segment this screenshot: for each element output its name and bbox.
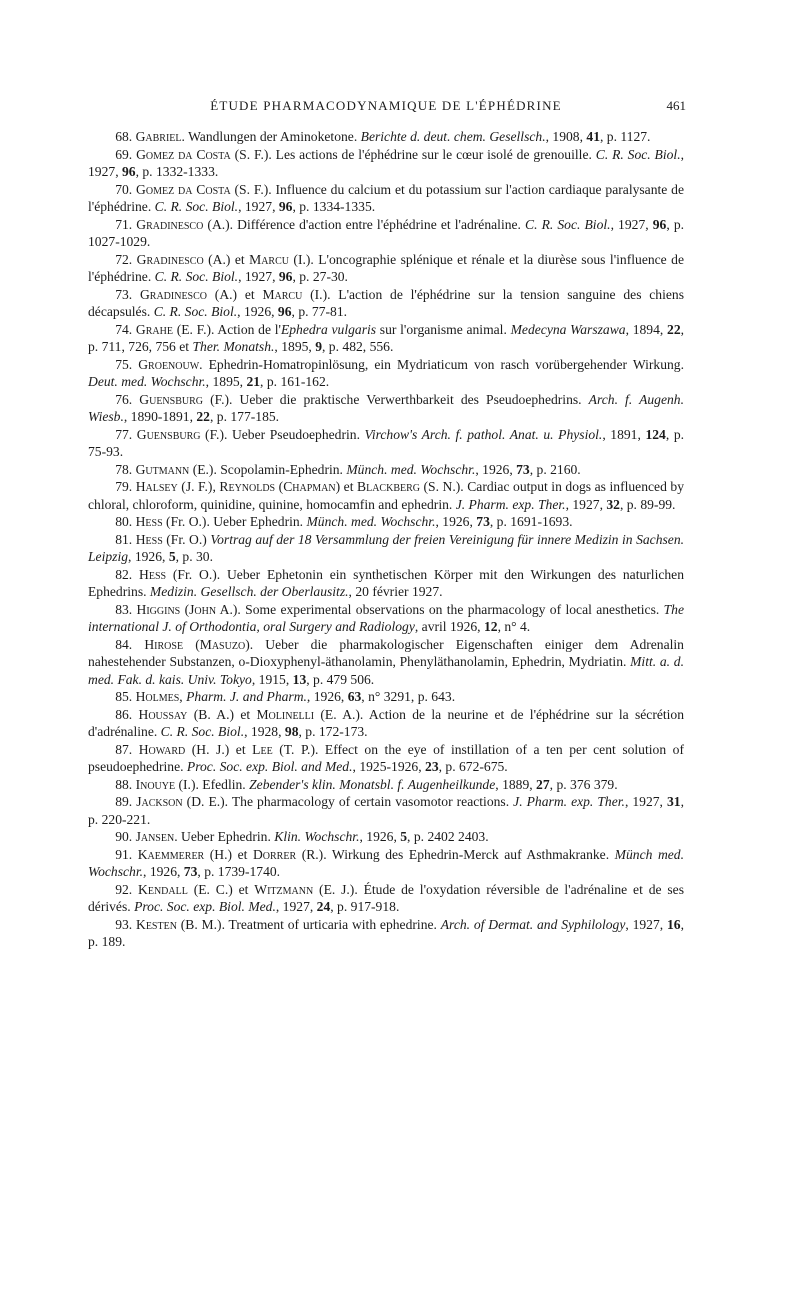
reference-text: , 1927,: [610, 216, 653, 232]
reference-number: 79.: [115, 479, 136, 494]
reference-text: (E. F.). Action de l': [172, 321, 281, 337]
reference-number: 82.: [115, 566, 140, 582]
reference-text: 98: [284, 724, 299, 739]
reference-text: Gradinesco: [139, 286, 208, 302]
reference-text: , 1908,: [545, 129, 587, 144]
reference-text: (I.). L'action de l'éphédrine sur la tension sanguine des chiens décapsulés.: [88, 286, 685, 319]
reference-text: Kendall: [138, 881, 188, 897]
reference-text: , 1915,: [251, 671, 293, 687]
reference-entry: [88, 828, 684, 846]
reference-text: , 1926,: [237, 304, 278, 319]
reference-text: (S. F.). Les actions de l'éphédrine sur le cœur isolé de grenouille.: [230, 146, 596, 162]
reference-text: 13: [292, 671, 307, 687]
reference-text: Münch. med. Wochschr.: [346, 461, 476, 477]
reference-text: (A.) et: [203, 251, 250, 267]
reference-text: , p. 1691-1693.: [489, 514, 573, 529]
reference-number: 85.: [115, 689, 136, 704]
reference-text: Proc. Soc. exp. Biol. Med.: [134, 899, 276, 914]
reference-text: , p. 1127.: [599, 129, 651, 144]
reference-entry: [88, 688, 684, 706]
reference-text: (B. M.). Treatment of urticaria with ephedrine.: [176, 916, 441, 932]
reference-entry: [88, 601, 684, 636]
reference-entry: [88, 216, 684, 251]
reference-text: (: [180, 601, 190, 617]
reference-entry: [88, 566, 684, 601]
reference-text: ,: [179, 689, 187, 704]
reference-text: , 1890-1891,: [123, 409, 197, 424]
reference-text: ). Ueber die pharmakologischer Eigenschaften einiger dem Adrenalin nahestehender Substanzen, o-Dioxyphenyl-äthanolamin, Phenyläthanolamin, Ephedrin, Mydriatin.: [88, 636, 684, 669]
reference-text: (J. F.),: [177, 479, 220, 494]
reference-number: 72.: [115, 251, 137, 267]
reference-text: Gabriel: [135, 129, 182, 144]
reference-number: 87.: [115, 741, 139, 757]
reference-text: . Ephedrin-Homatropinlösung, ein Mydriaticum von rasch vorübergehender Wirkung.: [199, 356, 684, 372]
reference-text: Proc. Soc. exp. Biol. and Med.: [186, 759, 353, 774]
reference-entry: [88, 181, 684, 216]
reference-text: , 1926,: [359, 829, 401, 844]
reference-entry: [88, 793, 684, 828]
reference-number: 78.: [115, 461, 136, 477]
reference-text: (T. P.). Effect on the eye of instillation of a ten per cent solution of pseudoephedrine.: [88, 741, 684, 774]
reference-text: Groenouw: [138, 356, 200, 372]
reference-text: Münch med. Wochschr.: [88, 846, 684, 879]
reference-text: John: [189, 601, 217, 617]
reference-text: Chapman: [283, 479, 336, 494]
reference-text: Houssay: [138, 706, 188, 722]
reference-text: , p. 161-162.: [260, 374, 330, 389]
reference-text: 24: [316, 899, 331, 914]
reference-text: , 1889,: [495, 776, 537, 792]
reference-text: Guensburg: [136, 426, 201, 442]
reference-text: Lee: [252, 741, 273, 757]
reference-number: 90.: [115, 829, 136, 844]
reference-text: , p. 672-675.: [438, 759, 508, 774]
reference-text: Medizin. Gesellsch. der Oberlausitz.: [149, 584, 349, 599]
reference-text: Berichte d. deut. chem. Gesellsch.: [360, 129, 546, 144]
reference-entry: [88, 636, 684, 689]
reference-text: , 1894,: [625, 321, 668, 337]
reference-text: . Ueber Ephedrin.: [174, 829, 275, 844]
reference-text: Holmes: [135, 689, 180, 704]
reference-text: , p. 172-173.: [298, 724, 368, 739]
reference-text: , 1927,: [238, 199, 279, 214]
reference-text: (S. N.). Cardiac output in dogs as influenced by chloral, chloroform, quinidine, quinine, homocamfin and ephedrin.: [88, 479, 684, 512]
running-header: [88, 98, 684, 120]
reference-text: Witzmann: [254, 881, 314, 897]
reference-text: Molinelli: [256, 706, 315, 722]
reference-text: , 1926,: [306, 689, 348, 704]
reference-text: , 1927,: [275, 899, 317, 914]
reference-entry: [88, 706, 684, 741]
reference-text: , p. 1027-1029.: [88, 216, 685, 249]
reference-text: Ther. Monatsh.: [192, 339, 275, 354]
reference-text: Zebender's klin. Monatsbl. f. Augenheilkunde: [249, 776, 496, 792]
reference-text: Kesten: [136, 916, 177, 932]
reference-text: 73: [516, 461, 530, 477]
reference-text: Marcu: [262, 286, 303, 302]
reference-text: 73: [476, 514, 490, 529]
reference-text: 73: [183, 864, 198, 879]
reference-number: 84.: [115, 636, 145, 652]
reference-entry: [88, 461, 684, 479]
reference-text: The international J. of Orthodontia, oral Surgery and Radiology: [88, 601, 684, 634]
reference-number: 69.: [115, 146, 137, 162]
reference-text: (Fr. O.). Ueber Ephetonin ein synthetischen Körper mit den Wirkungen des naturlichen Ephedrins.: [88, 566, 685, 599]
reference-text: (Fr. O.): [162, 531, 211, 547]
reference-text: , 1928,: [244, 724, 285, 739]
reference-text: 12: [483, 619, 498, 634]
reference-number: 76.: [115, 391, 140, 407]
reference-text: (S. F.). Influence du calcium et du potassium sur l'action cardiaque paralysante de l'éphédrine.: [88, 181, 684, 214]
reference-entry: [88, 251, 684, 286]
reference-entry: [88, 391, 684, 426]
reference-text: ) et: [335, 479, 358, 494]
reference-text: , p. 75-93.: [88, 426, 685, 459]
reference-text: Reynolds: [219, 479, 276, 494]
reference-entry: [88, 531, 684, 566]
reference-entry: [88, 881, 684, 916]
reference-text: 41: [586, 129, 600, 144]
reference-text: sur l'organisme animal.: [376, 321, 511, 337]
reference-number: 89.: [115, 794, 137, 809]
reference-text: , p. 376 379.: [549, 776, 618, 792]
reference-text: 96: [121, 164, 136, 179]
reference-text: Hess: [135, 514, 163, 529]
reference-text: Halsey: [135, 479, 178, 494]
reference-text: (H.) et: [204, 846, 253, 862]
reference-text: (R.). Wirkung des Ephedrin-Merck auf Asthmakranke.: [296, 846, 615, 862]
reference-text: , p. 27-30.: [292, 269, 348, 284]
reference-text: (Fr. O.). Ueber Ephedrin.: [162, 514, 307, 529]
reference-text: 22: [196, 409, 210, 424]
reference-text: Hess: [135, 531, 163, 547]
reference-text: 16: [666, 916, 681, 932]
reference-text: Blackberg: [357, 479, 420, 494]
reference-text: Masuzo: [199, 636, 246, 652]
reference-text: , 1927,: [88, 146, 685, 179]
reference-text: (I.). L'oncographie splénique et rénale et la diurèse sous l'influence de l'éphédrine.: [88, 251, 684, 284]
reference-text: , p. 220-221.: [88, 794, 684, 827]
reference-text: , n° 4.: [497, 619, 531, 634]
reference-text: (: [183, 636, 200, 652]
reference-list: [88, 128, 684, 951]
reference-text: A.). Some experimental observations on the pharmacology of local anesthetics.: [216, 601, 664, 617]
reference-text: (F.). Ueber die praktische Verwerthbarkeit des Pseudoephedrins.: [203, 391, 589, 407]
reference-text: , 20 février 1927.: [348, 584, 443, 599]
reference-entry: [88, 741, 684, 776]
reference-entry: [88, 146, 684, 181]
reference-text: Vortrag auf der 18 Versammlung der freien Vereinigung für innere Medizin in Sachsen. Leipzig: [88, 531, 685, 564]
reference-text: Gradinesco: [136, 251, 204, 267]
reference-number: 74.: [115, 321, 136, 337]
reference-entry: [88, 426, 684, 461]
reference-text: 5: [168, 549, 176, 564]
reference-entry: [88, 916, 684, 951]
reference-text: Marcu: [249, 251, 289, 267]
reference-text: Dorrer: [252, 846, 297, 862]
reference-text: , p. 77-81.: [291, 304, 348, 319]
reference-text: (E.). Scopolamin-Ephedrin.: [189, 461, 347, 477]
reference-text: 23: [425, 759, 439, 774]
reference-text: , avril 1926,: [414, 619, 484, 634]
reference-text: 32: [606, 496, 620, 512]
reference-text: (E. C.) et: [187, 881, 255, 897]
reference-text: 124: [645, 426, 666, 442]
reference-text: (H. J.) et: [185, 741, 253, 757]
reference-text: 27: [536, 776, 550, 792]
reference-text: 5: [400, 829, 408, 844]
reference-text: , 1927,: [565, 496, 607, 512]
reference-text: , p. 1334-1335.: [292, 199, 376, 214]
reference-text: Arch. f. Augenh. Wiesb.: [88, 391, 685, 424]
reference-text: , p. 917-918.: [330, 899, 400, 914]
reference-text: 96: [277, 304, 292, 319]
reference-text: (E. A.). Action de la neurine et de l'éphédrine sur la sécrétion d'adrénaline.: [88, 706, 685, 739]
reference-text: Grahe: [135, 321, 173, 337]
reference-text: (F.). Ueber Pseudoephedrin.: [200, 426, 365, 442]
reference-text: Inouye: [135, 776, 176, 792]
reference-text: Higgins: [136, 601, 181, 617]
reference-text: Hirose: [144, 636, 184, 652]
reference-text: C. R. Soc. Biol.: [595, 146, 681, 162]
reference-text: , p. 479 506.: [306, 671, 375, 687]
reference-text: Arch. of Dermat. and Syphilology: [440, 916, 626, 932]
reference-text: Kaemmerer: [137, 846, 205, 862]
reference-number: 93.: [115, 916, 136, 932]
reference-entry: [88, 478, 684, 513]
reference-number: 71.: [115, 216, 137, 232]
reference-text: Jansen: [135, 829, 175, 844]
reference-text: J. Pharm. exp. Ther.: [513, 794, 625, 809]
reference-text: C. R. Soc. Biol.: [154, 199, 239, 214]
reference-text: , p. 177-185.: [209, 409, 280, 424]
reference-text: , p. 189.: [88, 916, 684, 949]
reference-text: (B. A.) et: [187, 706, 257, 722]
reference-text: Pharm. J. and Pharm.: [186, 689, 307, 704]
reference-text: , p. 30.: [175, 549, 213, 564]
reference-text: . Wandlungen der Aminoketone.: [181, 129, 361, 144]
reference-text: 96: [652, 216, 667, 232]
reference-entry: [88, 846, 684, 881]
reference-text: , p. 2402 2403.: [407, 829, 489, 844]
reference-text: (D. E.). The pharmacology of certain vasomotor reactions.: [182, 794, 514, 809]
reference-text: , p. 482, 556.: [322, 339, 394, 354]
reference-text: Medecyna Warszawa: [510, 321, 626, 337]
reference-text: , 1895,: [274, 339, 316, 354]
reference-text: Gradinesco: [136, 216, 204, 232]
reference-text: , 1926,: [475, 461, 517, 477]
reference-text: (E. J.). Étude de l'oxydation réversible de l'adrénaline et de ses dérivés.: [88, 881, 684, 914]
reference-text: 63: [347, 689, 362, 704]
reference-text: (A.). Différence d'action entre l'éphédrine et l'adrénaline.: [203, 216, 526, 232]
reference-text: (I.). Efedlin.: [175, 776, 250, 792]
reference-text: Gomez da Costa: [136, 181, 231, 197]
reference-entry: [88, 776, 684, 794]
reference-text: Virchow's Arch. f. pathol. Anat. u. Physiol.: [364, 426, 603, 442]
reference-text: , 1926,: [128, 549, 169, 564]
reference-text: Münch. med. Wochschr.: [306, 514, 436, 529]
reference-text: , 1927,: [238, 269, 279, 284]
reference-text: (: [275, 479, 284, 494]
reference-number: 70.: [115, 181, 137, 197]
reference-text: C. R. Soc. Biol.: [154, 269, 239, 284]
reference-text: , 1926,: [435, 514, 477, 529]
reference-number: 80.: [115, 514, 136, 529]
reference-text: C. R. Soc. Biol.: [525, 216, 611, 232]
reference-text: Hess: [139, 566, 167, 582]
reference-text: 22: [667, 321, 681, 337]
reference-entry: [88, 356, 684, 391]
reference-text: , 1927,: [625, 916, 667, 932]
reference-entry: [88, 286, 684, 321]
reference-number: 86.: [115, 706, 139, 722]
reference-text: , 1927,: [624, 794, 667, 809]
reference-text: Klin. Wochschr.: [274, 829, 360, 844]
reference-number: 83.: [115, 601, 137, 617]
reference-text: , 1891,: [602, 426, 646, 442]
reference-number: 88.: [115, 776, 136, 792]
reference-text: Deut. med. Wochschr.: [88, 374, 206, 389]
reference-text: Howard: [138, 741, 186, 757]
reference-text: , p. 2160.: [529, 461, 581, 477]
reference-text: C. R. Soc. Biol.: [160, 724, 245, 739]
reference-text: , 1925-1926,: [352, 759, 426, 774]
reference-text: 21: [246, 374, 261, 389]
reference-entry: [88, 128, 684, 146]
reference-text: , 1926,: [143, 864, 184, 879]
reference-text: 96: [278, 269, 293, 284]
reference-text: (A.) et: [207, 286, 263, 302]
reference-entry: [88, 321, 684, 356]
reference-text: , 1895,: [205, 374, 247, 389]
reference-number: 73.: [115, 286, 140, 302]
reference-text: Gutmann: [135, 461, 190, 477]
reference-text: C. R. Soc. Biol.: [153, 304, 238, 319]
reference-text: 31: [667, 794, 681, 809]
reference-number: 68.: [115, 129, 136, 144]
reference-number: 92.: [115, 881, 139, 897]
reference-text: Jackson: [136, 794, 183, 809]
reference-text: , n° 3291, p. 643.: [361, 689, 456, 704]
reference-text: Mitt. a. d. med. Fak. d. kais. Univ. Tokyo: [88, 654, 684, 687]
reference-number: 91.: [115, 846, 138, 862]
reference-text: 9: [315, 339, 322, 354]
reference-number: 81.: [115, 531, 136, 547]
reference-entry: [88, 513, 684, 531]
reference-text: , p. 1739-1740.: [197, 864, 281, 879]
reference-text: Ephedra vulgaris: [280, 321, 377, 337]
reference-text: J. Pharm. exp. Ther.: [455, 496, 566, 512]
reference-text: 96: [278, 199, 293, 214]
reference-text: , p. 1332-1333.: [135, 164, 219, 179]
reference-number: 75.: [115, 356, 139, 372]
reference-number: 77.: [115, 426, 137, 442]
running-title: ÉTUDE PHARMACODYNAMIQUE DE L'ÉPHÉDRINE: [210, 98, 562, 113]
reference-text: , p. 711, 726, 756 et: [88, 321, 685, 354]
reference-text: Gomez da Costa: [136, 146, 231, 162]
reference-text: Guensburg: [139, 391, 203, 407]
reference-text: , p. 89-99.: [619, 496, 676, 512]
page-number: 461: [666, 98, 686, 113]
